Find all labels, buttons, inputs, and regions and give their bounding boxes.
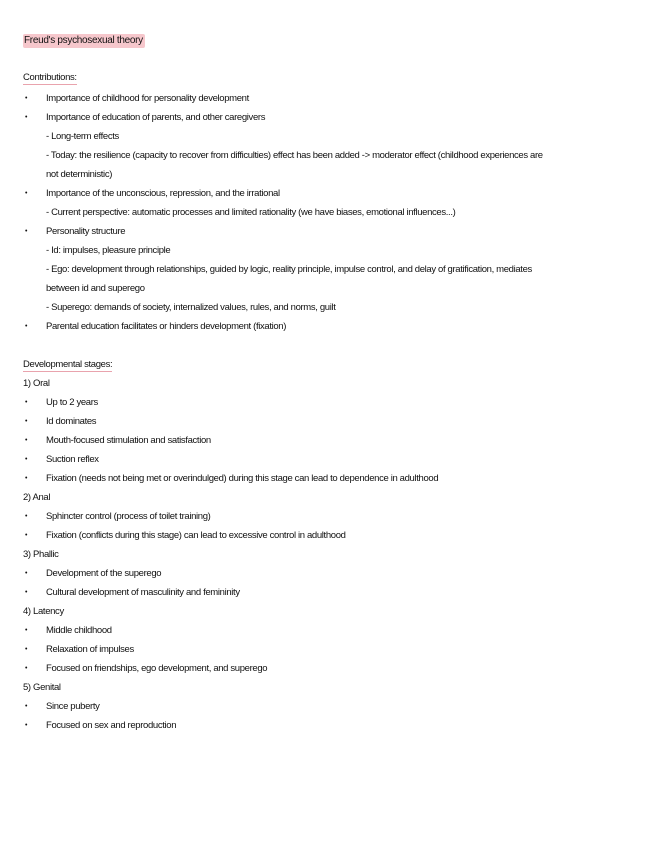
list-item: • Fixation (conflicts during this stage) can lead to excessive control in adulthood bbox=[46, 530, 346, 542]
list-item: • Middle childhood bbox=[46, 625, 112, 637]
sub-item: - Ego: development through relationships, guided by logic, reality principle, impulse control, and delay of gratification, mediates bbox=[46, 264, 532, 275]
list-item: • Mouth-focused stimulation and satisfaction bbox=[46, 435, 211, 447]
list-item: • Since puberty bbox=[46, 701, 100, 713]
list-item: • Fixation (needs not being met or overindulged) during this stage can lead to dependence in adulthood bbox=[46, 473, 438, 485]
list-item: • Id dominates bbox=[46, 416, 96, 428]
sub-item: - Id: impulses, pleasure principle bbox=[46, 245, 171, 256]
list-item: • Personality structure bbox=[46, 226, 125, 238]
list-item: • Cultural development of masculinity and femininity bbox=[46, 587, 240, 599]
stage-heading: 2) Anal bbox=[23, 492, 51, 503]
stage-heading: 1) Oral bbox=[23, 378, 50, 389]
sub-item: - Today: the resilience (capacity to recover from difficulties) effect has been added -> moderator effect (childhood experiences are bbox=[46, 150, 543, 161]
stage-heading: 3) Phallic bbox=[23, 549, 59, 560]
list-item: • Development of the superego bbox=[46, 568, 161, 580]
stages-heading: Developmental stages: bbox=[23, 359, 113, 370]
list-item: • Importance of the unconscious, repression, and the irrational bbox=[46, 188, 280, 200]
list-item: • Up to 2 years bbox=[46, 397, 98, 409]
list-item: • Sphincter control (process of toilet training) bbox=[46, 511, 210, 523]
stage-heading: 4) Latency bbox=[23, 606, 64, 617]
list-item: • Importance of childhood for personality development bbox=[46, 93, 249, 105]
page-title: Freud's psychosexual theory bbox=[24, 35, 143, 46]
list-item: • Focused on friendships, ego development, and superego bbox=[46, 663, 267, 675]
sub-item: - Superego: demands of society, internalized values, rules, and norms, guilt bbox=[46, 302, 336, 313]
sub-item-continuation: between id and superego bbox=[46, 283, 145, 294]
contributions-heading: Contributions: bbox=[23, 72, 77, 83]
sub-item: - Current perspective: automatic processes and limited rationality (we have biases, emotional influences...) bbox=[46, 207, 456, 218]
list-item: • Parental education facilitates or hinders development (fixation) bbox=[46, 321, 286, 333]
list-item: • Relaxation of impulses bbox=[46, 644, 134, 656]
list-item: • Suction reflex bbox=[46, 454, 99, 466]
list-item: • Focused on sex and reproduction bbox=[46, 720, 176, 732]
sub-item: - Long-term effects bbox=[46, 131, 119, 142]
list-item: • Importance of education of parents, and other caregivers bbox=[46, 112, 265, 124]
stage-heading: 5) Genital bbox=[23, 682, 61, 693]
sub-item-continuation: not deterministic) bbox=[46, 169, 113, 180]
